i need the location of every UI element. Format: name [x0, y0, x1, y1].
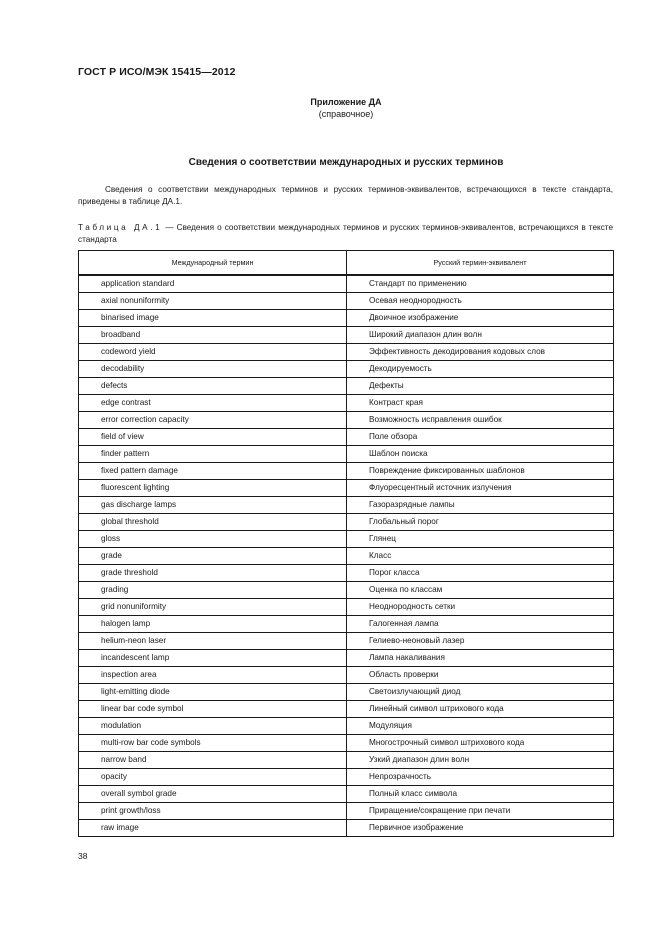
international-term-cell: edge contrast	[79, 395, 347, 412]
table-caption-label: Таблица ДА.1	[78, 223, 163, 232]
international-term-cell: modulation	[79, 718, 347, 735]
russian-term-cell: Осевая неоднородность	[347, 293, 614, 310]
international-term-cell: gas discharge lamps	[79, 497, 347, 514]
international-term-cell: finder pattern	[79, 446, 347, 463]
international-term-cell: grade threshold	[79, 565, 347, 582]
table-row	[79, 684, 614, 701]
table-row	[79, 378, 614, 395]
russian-term-cell: Повреждение фиксированных шаблонов	[347, 463, 614, 480]
document-code: ГОСТ Р ИСО/МЭК 15415—2012	[78, 66, 236, 78]
table-row	[79, 463, 614, 480]
russian-term-cell: Узкий диапазон длин волн	[347, 752, 614, 769]
table-row	[79, 633, 614, 650]
table-caption-text: — Сведения о соответствии международных терминов и русских терминов-эквивалентов, встречающихся в тексте стандарта	[78, 223, 613, 244]
international-term-cell: axial nonuniformity	[79, 293, 347, 310]
russian-term-cell: Оценка по классам	[347, 582, 614, 599]
russian-term-cell: Многострочный символ штрихового кода	[347, 735, 614, 752]
table-row	[79, 361, 614, 378]
table-row	[79, 735, 614, 752]
table-row	[79, 582, 614, 599]
intro-paragraph: Сведения о соответствии международных терминов и русских терминов-эквивалентов, встречающихся в тексте стандарта, приведены в таблице ДА.1.	[78, 185, 613, 206]
russian-term-cell: Шаблон поиска	[347, 446, 614, 463]
international-term-cell: grid nonuniformity	[79, 599, 347, 616]
table-row	[79, 514, 614, 531]
terms-table	[78, 250, 614, 837]
table-row	[79, 752, 614, 769]
international-term-cell: grade	[79, 548, 347, 565]
russian-term-cell: Глянец	[347, 531, 614, 548]
international-term-cell: error correction capacity	[79, 412, 347, 429]
table-header-row	[79, 251, 614, 276]
table-row	[79, 667, 614, 684]
international-term-cell: fluorescent lighting	[79, 480, 347, 497]
section-title: Сведения о соответствии международных и русских терминов	[188, 157, 504, 168]
russian-term-cell: Линейный символ штрихового кода	[347, 701, 614, 718]
russian-term-cell: Первичное изображение	[347, 820, 614, 837]
russian-term-cell: Неоднородность сетки	[347, 599, 614, 616]
russian-term-cell: Дефекты	[347, 378, 614, 395]
table-row	[79, 275, 614, 293]
table-row	[79, 310, 614, 327]
page-number: 38	[78, 851, 88, 861]
table-row	[79, 429, 614, 446]
terms-table-body	[79, 275, 614, 837]
international-term-cell: decodability	[79, 361, 347, 378]
international-term-cell: opacity	[79, 769, 347, 786]
table-row	[79, 480, 614, 497]
russian-term-cell: Галогенная лампа	[347, 616, 614, 633]
international-term-cell: fixed pattern damage	[79, 463, 347, 480]
russian-term-cell: Приращение/сокращение при печати	[347, 803, 614, 820]
header-international-term: Международный термин	[79, 251, 347, 276]
table-row	[79, 293, 614, 310]
russian-term-cell: Светоизлучающий диод	[347, 684, 614, 701]
table-row	[79, 497, 614, 514]
appendix-title: Приложение ДА	[310, 97, 382, 107]
table-row	[79, 344, 614, 361]
international-term-cell: gloss	[79, 531, 347, 548]
table-row	[79, 650, 614, 667]
russian-term-cell: Декодируемость	[347, 361, 614, 378]
russian-term-cell: Порог класса	[347, 565, 614, 582]
international-term-cell: application standard	[79, 275, 347, 293]
international-term-cell: linear bar code symbol	[79, 701, 347, 718]
header-russian-term: Русский термин-эквивалент	[347, 251, 614, 276]
international-term-cell: codeword yield	[79, 344, 347, 361]
russian-term-cell: Поле обзора	[347, 429, 614, 446]
russian-term-cell: Полный класс символа	[347, 786, 614, 803]
international-term-cell: broadband	[79, 327, 347, 344]
russian-term-cell: Флуоресцентный источник излучения	[347, 480, 614, 497]
russian-term-cell: Глобальный порог	[347, 514, 614, 531]
international-term-cell: inspection area	[79, 667, 347, 684]
table-row	[79, 786, 614, 803]
russian-term-cell: Стандарт по применению	[347, 275, 614, 293]
table-row	[79, 803, 614, 820]
international-term-cell: field of view	[79, 429, 347, 446]
table-row	[79, 718, 614, 735]
international-term-cell: global threshold	[79, 514, 347, 531]
international-term-cell: incandescent lamp	[79, 650, 347, 667]
table-row	[79, 412, 614, 429]
international-term-cell: helium-neon laser	[79, 633, 347, 650]
table-row	[79, 599, 614, 616]
international-term-cell: overall symbol grade	[79, 786, 347, 803]
international-term-cell: defects	[79, 378, 347, 395]
table-row	[79, 616, 614, 633]
table-row	[79, 327, 614, 344]
table-row	[79, 769, 614, 786]
russian-term-cell: Гелиево-неоновый лазер	[347, 633, 614, 650]
table-caption	[78, 222, 613, 246]
russian-term-cell: Контраст края	[347, 395, 614, 412]
russian-term-cell: Возможность исправления ошибок	[347, 412, 614, 429]
russian-term-cell: Эффективность декодирования кодовых слов	[347, 344, 614, 361]
russian-term-cell: Непрозрачность	[347, 769, 614, 786]
appendix-heading	[0, 96, 661, 120]
international-term-cell: light-emitting diode	[79, 684, 347, 701]
table-row	[79, 548, 614, 565]
international-term-cell: grading	[79, 582, 347, 599]
international-term-cell: narrow band	[79, 752, 347, 769]
international-term-cell: raw image	[79, 820, 347, 837]
international-term-cell: print growth/loss	[79, 803, 347, 820]
russian-term-cell: Лампа накаливания	[347, 650, 614, 667]
table-row	[79, 446, 614, 463]
international-term-cell: multi-row bar code symbols	[79, 735, 347, 752]
international-term-cell: halogen lamp	[79, 616, 347, 633]
russian-term-cell: Класс	[347, 548, 614, 565]
table-row	[79, 531, 614, 548]
russian-term-cell: Двоичное изображение	[347, 310, 614, 327]
russian-term-cell: Газоразрядные лампы	[347, 497, 614, 514]
russian-term-cell: Широкий диапазон длин волн	[347, 327, 614, 344]
appendix-subtitle: (справочное)	[318, 109, 374, 119]
table-row	[79, 820, 614, 837]
international-term-cell: binarised image	[79, 310, 347, 327]
table-row	[79, 395, 614, 412]
table-row	[79, 565, 614, 582]
russian-term-cell: Область проверки	[347, 667, 614, 684]
table-row	[79, 701, 614, 718]
russian-term-cell: Модуляция	[347, 718, 614, 735]
